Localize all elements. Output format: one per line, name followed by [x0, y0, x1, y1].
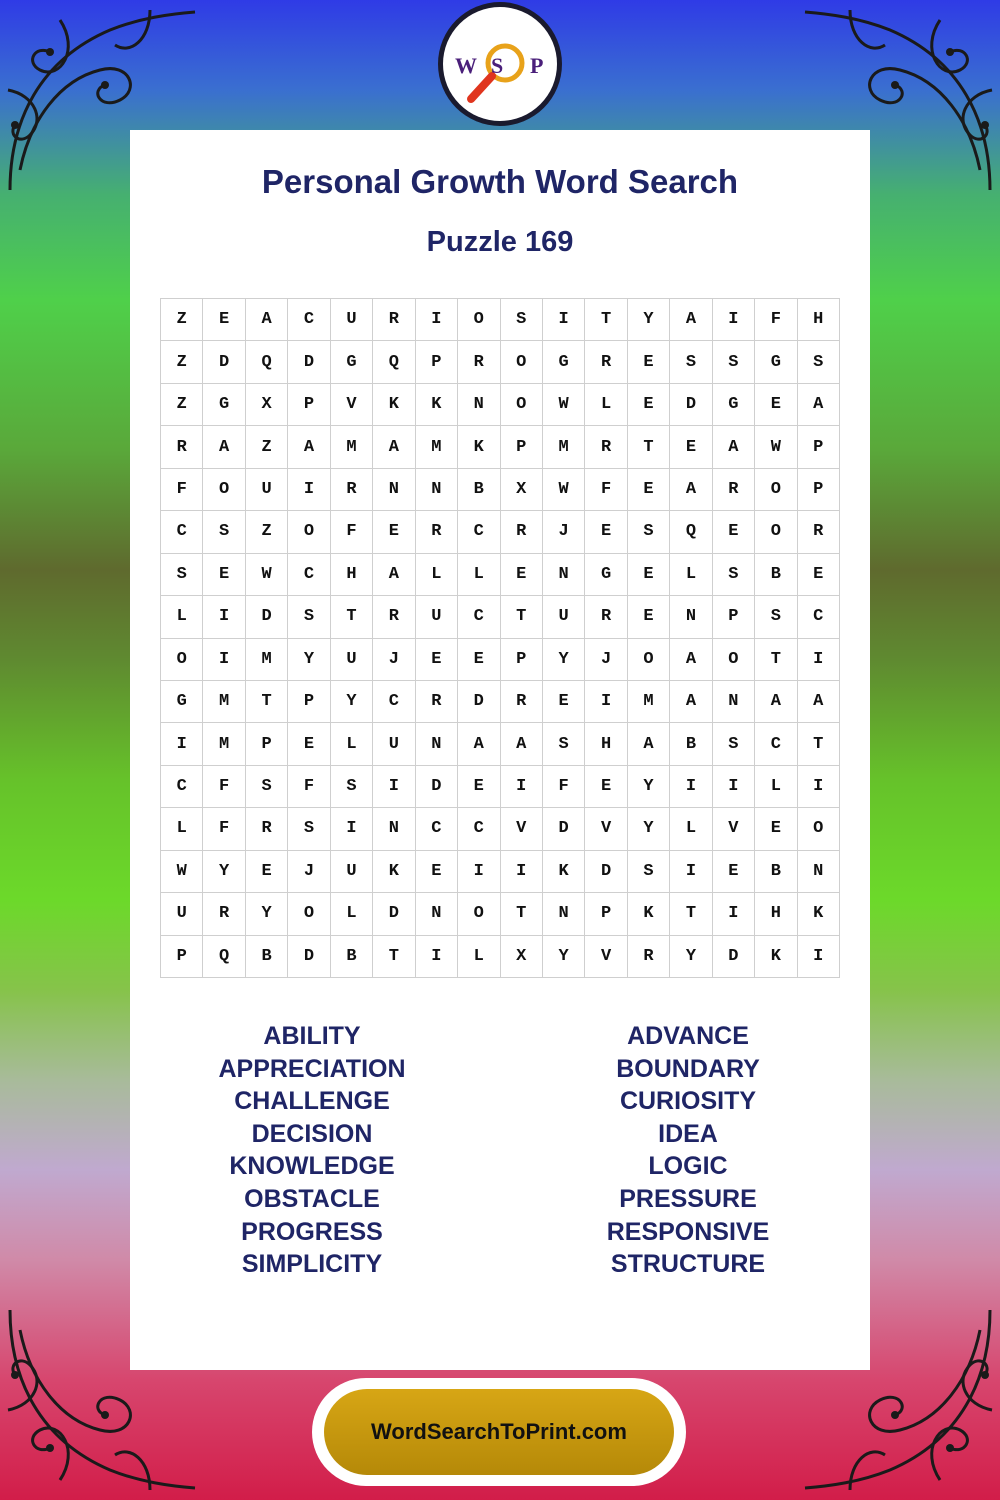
grid-cell[interactable]: L	[458, 936, 500, 978]
grid-cell[interactable]: F	[331, 511, 373, 553]
grid-cell[interactable]: B	[246, 936, 288, 978]
grid-cell[interactable]: F	[543, 766, 585, 808]
grid-cell[interactable]: I	[416, 299, 458, 341]
grid-cell[interactable]: S	[713, 723, 755, 765]
grid-cell[interactable]: A	[670, 681, 712, 723]
grid-cell[interactable]: N	[373, 808, 415, 850]
grid-cell[interactable]: D	[416, 766, 458, 808]
grid-cell[interactable]: D	[288, 341, 330, 383]
grid-cell[interactable]: S	[798, 341, 840, 383]
grid-cell[interactable]: G	[543, 341, 585, 383]
grid-cell[interactable]: E	[288, 723, 330, 765]
grid-cell[interactable]: E	[203, 299, 245, 341]
grid-cell[interactable]: I	[713, 299, 755, 341]
grid-cell[interactable]: R	[585, 341, 627, 383]
grid-cell[interactable]: I	[798, 639, 840, 681]
grid-cell[interactable]: A	[288, 426, 330, 468]
grid-cell[interactable]: A	[458, 723, 500, 765]
word-list-item: BOUNDARY	[616, 1054, 760, 1083]
grid-cell[interactable]: N	[798, 851, 840, 893]
grid-cell[interactable]: Z	[246, 511, 288, 553]
grid-cell[interactable]: U	[373, 723, 415, 765]
grid-cell[interactable]: V	[331, 384, 373, 426]
grid-cell[interactable]: E	[628, 596, 670, 638]
grid-cell[interactable]: M	[203, 681, 245, 723]
word-list-item: ADVANCE	[627, 1022, 749, 1050]
grid-cell[interactable]: Y	[628, 299, 670, 341]
grid-cell[interactable]: C	[458, 808, 500, 850]
grid-cell[interactable]: U	[416, 596, 458, 638]
grid-cell[interactable]: I	[416, 936, 458, 978]
grid-cell[interactable]: S	[161, 554, 203, 596]
grid-cell[interactable]: T	[246, 681, 288, 723]
grid-cell[interactable]: Y	[628, 808, 670, 850]
grid-cell[interactable]: F	[585, 469, 627, 511]
grid-cell[interactable]: E	[755, 384, 797, 426]
grid-cell[interactable]: O	[755, 511, 797, 553]
grid-cell[interactable]: N	[713, 681, 755, 723]
grid-cell[interactable]: E	[585, 766, 627, 808]
grid-cell[interactable]: L	[670, 808, 712, 850]
grid-cell[interactable]: R	[458, 341, 500, 383]
grid-cell[interactable]: M	[628, 681, 670, 723]
grid-cell[interactable]: S	[288, 596, 330, 638]
grid-cell[interactable]: I	[798, 766, 840, 808]
grid-cell[interactable]: P	[585, 893, 627, 935]
grid-cell[interactable]: K	[373, 851, 415, 893]
grid-cell[interactable]: P	[798, 426, 840, 468]
grid-cell[interactable]: E	[416, 639, 458, 681]
word-list-item: LOGIC	[648, 1152, 728, 1181]
grid-cell[interactable]: I	[203, 639, 245, 681]
grid-cell[interactable]: R	[416, 511, 458, 553]
grid-cell[interactable]: C	[755, 723, 797, 765]
grid-cell[interactable]: O	[161, 639, 203, 681]
grid-cell[interactable]: G	[713, 384, 755, 426]
grid-cell[interactable]: W	[543, 384, 585, 426]
grid-cell[interactable]: I	[501, 851, 543, 893]
grid-cell[interactable]: I	[713, 893, 755, 935]
word-list-item: ABILITY	[263, 1022, 361, 1050]
grid-cell[interactable]: F	[288, 766, 330, 808]
grid-cell[interactable]: P	[246, 723, 288, 765]
grid-cell[interactable]: C	[161, 511, 203, 553]
grid-cell[interactable]: Q	[670, 511, 712, 553]
grid-cell[interactable]: O	[458, 893, 500, 935]
word-list-left	[162, 1020, 462, 1281]
grid-cell[interactable]: N	[543, 554, 585, 596]
grid-cell[interactable]: D	[670, 384, 712, 426]
grid-cell[interactable]: S	[331, 766, 373, 808]
logo-letter-s: S	[491, 53, 504, 78]
site-logo[interactable]	[438, 2, 562, 126]
grid-cell[interactable]: I	[161, 723, 203, 765]
grid-cell[interactable]: M	[203, 723, 245, 765]
grid-cell[interactable]: S	[713, 554, 755, 596]
grid-cell[interactable]: U	[246, 469, 288, 511]
grid-cell[interactable]: D	[543, 808, 585, 850]
grid-cell[interactable]: H	[755, 893, 797, 935]
grid-cell[interactable]: K	[543, 851, 585, 893]
grid-cell[interactable]: A	[501, 723, 543, 765]
grid-cell[interactable]: A	[755, 681, 797, 723]
grid-cell[interactable]: S	[203, 511, 245, 553]
grid-cell[interactable]: F	[203, 808, 245, 850]
grid-cell[interactable]: X	[501, 469, 543, 511]
grid-cell[interactable]: I	[713, 766, 755, 808]
grid-cell[interactable]: I	[458, 851, 500, 893]
grid-cell[interactable]: X	[246, 384, 288, 426]
word-list-item: CHALLENGE	[234, 1087, 390, 1116]
grid-cell[interactable]: T	[331, 596, 373, 638]
grid-cell[interactable]: E	[246, 851, 288, 893]
grid-cell[interactable]: B	[755, 851, 797, 893]
grid-cell[interactable]: T	[501, 596, 543, 638]
grid-cell[interactable]: E	[416, 851, 458, 893]
grid-cell[interactable]: J	[585, 639, 627, 681]
grid-cell[interactable]: E	[458, 766, 500, 808]
grid-cell[interactable]: P	[416, 341, 458, 383]
grid-cell[interactable]: I	[670, 766, 712, 808]
puzzle-number: Puzzle 169	[426, 226, 574, 258]
grid-cell[interactable]: T	[628, 426, 670, 468]
grid-cell[interactable]: L	[585, 384, 627, 426]
grid-cell[interactable]: R	[628, 936, 670, 978]
grid-cell[interactable]: E	[458, 639, 500, 681]
grid-cell[interactable]: S	[501, 299, 543, 341]
grid-cell[interactable]: L	[416, 554, 458, 596]
grid-cell[interactable]: F	[755, 299, 797, 341]
grid-cell[interactable]: O	[203, 469, 245, 511]
grid-cell[interactable]: W	[246, 554, 288, 596]
grid-cell[interactable]: E	[628, 554, 670, 596]
grid-cell[interactable]: R	[373, 596, 415, 638]
grid-cell[interactable]: E	[628, 469, 670, 511]
grid-cell[interactable]: Z	[161, 341, 203, 383]
grid-cell[interactable]: I	[501, 766, 543, 808]
grid-cell[interactable]: B	[755, 554, 797, 596]
grid-cell[interactable]: K	[755, 936, 797, 978]
grid-cell[interactable]: Y	[331, 681, 373, 723]
grid-cell[interactable]: F	[161, 469, 203, 511]
word-list-item: STRUCTURE	[610, 1250, 766, 1279]
grid-cell[interactable]: T	[755, 639, 797, 681]
grid-cell[interactable]: O	[798, 808, 840, 850]
grid-cell[interactable]: Z	[161, 299, 203, 341]
grid-cell[interactable]: B	[670, 723, 712, 765]
grid-cell[interactable]: P	[288, 384, 330, 426]
grid-cell[interactable]: E	[373, 511, 415, 553]
grid-cell[interactable]: S	[543, 723, 585, 765]
grid-cell[interactable]: S	[755, 596, 797, 638]
grid-cell[interactable]: B	[458, 469, 500, 511]
grid-cell[interactable]: V	[501, 808, 543, 850]
logo-letter-w: W	[455, 53, 477, 78]
grid-cell[interactable]: M	[331, 426, 373, 468]
page-title: Personal Growth Word Search	[261, 163, 739, 200]
grid-cell[interactable]: A	[670, 469, 712, 511]
grid-cell[interactable]: W	[755, 426, 797, 468]
grid-cell[interactable]: L	[161, 808, 203, 850]
grid-cell[interactable]: R	[501, 511, 543, 553]
grid-cell[interactable]: Q	[373, 341, 415, 383]
grid-cell[interactable]: H	[798, 299, 840, 341]
grid-cell[interactable]: D	[203, 341, 245, 383]
grid-cell[interactable]: P	[501, 639, 543, 681]
grid-cell[interactable]: U	[331, 639, 373, 681]
grid-cell[interactable]: O	[288, 893, 330, 935]
grid-cell[interactable]: A	[670, 639, 712, 681]
word-list-item: KNOWLEDGE	[229, 1152, 395, 1181]
grid-cell[interactable]: I	[585, 681, 627, 723]
grid-cell[interactable]: I	[203, 596, 245, 638]
grid-cell[interactable]: T	[670, 893, 712, 935]
grid-cell[interactable]: O	[501, 341, 543, 383]
grid-cell[interactable]: R	[798, 511, 840, 553]
grid-cell[interactable]: K	[458, 426, 500, 468]
grid-cell[interactable]: A	[246, 299, 288, 341]
grid-cell[interactable]: Z	[161, 384, 203, 426]
grid-cell[interactable]: E	[670, 426, 712, 468]
grid-cell[interactable]: D	[585, 851, 627, 893]
grid-cell[interactable]: N	[458, 384, 500, 426]
word-list-item: DECISION	[251, 1119, 373, 1148]
grid-cell[interactable]: T	[585, 299, 627, 341]
grid-cell[interactable]: P	[288, 681, 330, 723]
grid-cell[interactable]: J	[373, 639, 415, 681]
grid-cell[interactable]: Y	[543, 936, 585, 978]
grid-cell[interactable]: A	[373, 554, 415, 596]
grid-cell[interactable]: E	[628, 384, 670, 426]
grid-cell[interactable]: D	[373, 893, 415, 935]
grid-cell[interactable]: E	[628, 341, 670, 383]
grid-cell[interactable]: N	[416, 469, 458, 511]
grid-cell[interactable]: R	[585, 426, 627, 468]
letter-grid	[160, 298, 840, 978]
grid-cell[interactable]: E	[713, 511, 755, 553]
grid-cell[interactable]: I	[543, 299, 585, 341]
grid-cell[interactable]: A	[798, 681, 840, 723]
grid-cell[interactable]: L	[161, 596, 203, 638]
grid-cell[interactable]: J	[543, 511, 585, 553]
grid-cell[interactable]: O	[713, 639, 755, 681]
word-list-item: CURIOSITY	[619, 1087, 757, 1116]
grid-cell[interactable]: C	[458, 511, 500, 553]
grid-cell[interactable]: C	[798, 596, 840, 638]
grid-cell[interactable]: W	[161, 851, 203, 893]
grid-cell[interactable]: C	[458, 596, 500, 638]
grid-cell[interactable]: L	[331, 893, 373, 935]
grid-cell[interactable]: S	[288, 808, 330, 850]
grid-cell[interactable]: G	[161, 681, 203, 723]
grid-cell[interactable]: S	[628, 851, 670, 893]
grid-cell[interactable]: E	[585, 511, 627, 553]
grid-cell[interactable]: U	[331, 851, 373, 893]
grid-cell[interactable]: A	[373, 426, 415, 468]
grid-cell[interactable]: O	[458, 299, 500, 341]
grid-cell[interactable]: I	[373, 766, 415, 808]
grid-cell[interactable]: R	[373, 299, 415, 341]
grid-cell[interactable]: A	[713, 426, 755, 468]
grid-cell[interactable]: H	[331, 554, 373, 596]
grid-cell[interactable]: L	[458, 554, 500, 596]
grid-cell[interactable]: E	[543, 681, 585, 723]
grid-cell[interactable]: L	[670, 554, 712, 596]
grid-cell[interactable]: F	[203, 766, 245, 808]
grid-cell[interactable]: N	[373, 469, 415, 511]
grid-cell[interactable]: N	[670, 596, 712, 638]
word-list-item: PROGRESS	[241, 1217, 383, 1246]
grid-cell[interactable]: D	[713, 936, 755, 978]
footer-badge	[312, 1378, 686, 1486]
grid-cell[interactable]: N	[543, 893, 585, 935]
grid-cell[interactable]: D	[458, 681, 500, 723]
grid-cell[interactable]: G	[331, 341, 373, 383]
word-list-item: SIMPLICITY	[241, 1250, 383, 1279]
grid-cell[interactable]: E	[713, 851, 755, 893]
grid-cell[interactable]: G	[203, 384, 245, 426]
grid-cell[interactable]: C	[161, 766, 203, 808]
grid-cell[interactable]: P	[501, 426, 543, 468]
grid-cell[interactable]: K	[416, 384, 458, 426]
grid-cell[interactable]: X	[501, 936, 543, 978]
grid-cell[interactable]: I	[798, 936, 840, 978]
grid-cell[interactable]: T	[798, 723, 840, 765]
grid-cell[interactable]: A	[628, 723, 670, 765]
grid-cell[interactable]: R	[501, 681, 543, 723]
grid-cell[interactable]: T	[501, 893, 543, 935]
grid-cell[interactable]: I	[670, 851, 712, 893]
grid-cell[interactable]: E	[203, 554, 245, 596]
grid-cell[interactable]: I	[331, 808, 373, 850]
grid-cell[interactable]: N	[416, 723, 458, 765]
grid-cell[interactable]: Y	[670, 936, 712, 978]
grid-cell[interactable]: Y	[628, 766, 670, 808]
grid-cell[interactable]: P	[161, 936, 203, 978]
grid-cell[interactable]: K	[373, 384, 415, 426]
grid-cell[interactable]: Z	[246, 426, 288, 468]
grid-cell[interactable]: O	[501, 384, 543, 426]
grid-cell[interactable]: U	[543, 596, 585, 638]
grid-cell[interactable]: C	[416, 808, 458, 850]
logo-letter-p: P	[530, 53, 544, 78]
word-list-item: IDEA	[658, 1119, 718, 1148]
grid-cell[interactable]: O	[288, 511, 330, 553]
grid-cell[interactable]: S	[713, 341, 755, 383]
grid-cell[interactable]: R	[203, 893, 245, 935]
grid-cell[interactable]: A	[203, 426, 245, 468]
grid-cell[interactable]: V	[585, 936, 627, 978]
grid-cell[interactable]: R	[331, 469, 373, 511]
grid-cell[interactable]: R	[713, 469, 755, 511]
grid-cell[interactable]: P	[713, 596, 755, 638]
grid-cell[interactable]: R	[585, 596, 627, 638]
word-list-item: RESPONSIVE	[606, 1217, 770, 1246]
grid-cell[interactable]: B	[331, 936, 373, 978]
grid-cell[interactable]: O	[755, 469, 797, 511]
grid-cell[interactable]: M	[416, 426, 458, 468]
grid-cell[interactable]: Y	[288, 639, 330, 681]
word-list-item: OBSTACLE	[244, 1184, 380, 1213]
grid-cell[interactable]: C	[373, 681, 415, 723]
logo-badge	[443, 7, 557, 121]
grid-cell[interactable]: Y	[203, 851, 245, 893]
grid-cell[interactable]: V	[585, 808, 627, 850]
grid-cell[interactable]: H	[585, 723, 627, 765]
grid-cell[interactable]: W	[543, 469, 585, 511]
grid-cell[interactable]: A	[798, 384, 840, 426]
grid-cell[interactable]: K	[628, 893, 670, 935]
grid-cell[interactable]: S	[670, 341, 712, 383]
grid-cell[interactable]: R	[161, 426, 203, 468]
grid-cell[interactable]: Y	[246, 893, 288, 935]
grid-cell[interactable]: P	[798, 469, 840, 511]
grid-cell[interactable]: M	[543, 426, 585, 468]
grid-cell[interactable]: I	[288, 469, 330, 511]
grid-cell[interactable]: R	[246, 808, 288, 850]
grid-cell[interactable]: S	[628, 511, 670, 553]
website-link-button[interactable]: WordSearchToPrint.com	[324, 1389, 674, 1475]
grid-cell[interactable]: E	[501, 554, 543, 596]
grid-cell[interactable]: L	[755, 766, 797, 808]
grid-cell[interactable]: S	[246, 766, 288, 808]
grid-cell[interactable]: A	[670, 299, 712, 341]
grid-cell[interactable]: Q	[246, 341, 288, 383]
grid-cell[interactable]: M	[246, 639, 288, 681]
grid-cell[interactable]: J	[288, 851, 330, 893]
grid-cell[interactable]: U	[161, 893, 203, 935]
grid-cell[interactable]: G	[755, 341, 797, 383]
grid-cell[interactable]: D	[288, 936, 330, 978]
word-list-item: PRESSURE	[619, 1184, 757, 1213]
grid-cell[interactable]: C	[288, 554, 330, 596]
grid-cell[interactable]: U	[331, 299, 373, 341]
grid-cell[interactable]: N	[416, 893, 458, 935]
grid-cell[interactable]: C	[288, 299, 330, 341]
grid-cell[interactable]: O	[628, 639, 670, 681]
grid-cell[interactable]: K	[798, 893, 840, 935]
grid-cell[interactable]: Y	[543, 639, 585, 681]
grid-cell[interactable]: Q	[203, 936, 245, 978]
grid-cell[interactable]: T	[373, 936, 415, 978]
grid-cell[interactable]: R	[416, 681, 458, 723]
grid-cell[interactable]: E	[755, 808, 797, 850]
grid-cell[interactable]: G	[585, 554, 627, 596]
grid-cell[interactable]: L	[331, 723, 373, 765]
word-list-item: APPRECIATION	[218, 1054, 406, 1083]
grid-cell[interactable]: E	[798, 554, 840, 596]
grid-cell[interactable]: V	[713, 808, 755, 850]
grid-cell[interactable]: D	[246, 596, 288, 638]
word-list-right	[538, 1020, 838, 1281]
